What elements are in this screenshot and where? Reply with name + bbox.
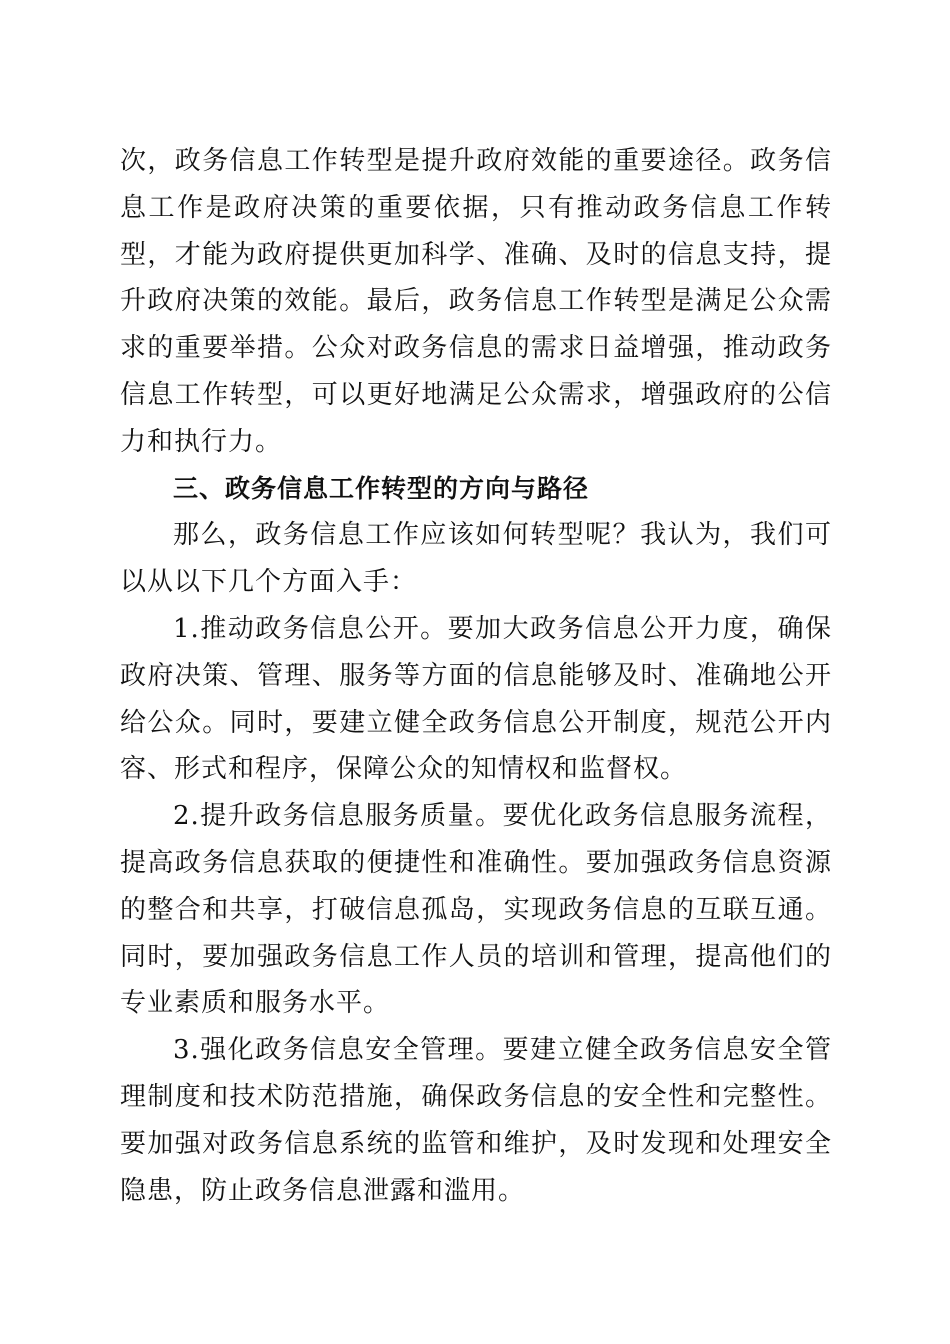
paragraph-continued: 次，政务信息工作转型是提升政府效能的重要途径。政务信息工作是政府决策的重要依据，只有推动政务信息工作转型，才能为政府提供更加科学、准确、及时的信息支持，提升政府决策的效能。最后，政务信息工作转型是满足公众需求的重要举措。公众对政务信息的需求日益增强，推动政务信息工作转型，可以更好地满足公众需求，增强政府的公信力和执行力。	[120, 146, 832, 457]
paragraph-intro: 那么，政务信息工作应该如何转型呢？我认为，我们可以从以下几个方面入手：	[120, 520, 832, 598]
list-item-1: 1.推动政务信息公开。要加大政务信息公开力度，确保政府决策、管理、服务等方面的信息能够及时、准确地公开给公众。同时，要建立健全政务信息公开制度，规范公开内容、形式和程序，保障公众的知情权和监督权。	[120, 613, 832, 785]
section-heading: 三、政务信息工作转型的方向与路径	[173, 473, 590, 503]
list-item-2: 2.提升政务信息服务质量。要优化政务信息服务流程，提高政务信息获取的便捷性和准确性。要加强政务信息资源的整合和共享，打破信息孤岛，实现政务信息的互联互通。同时，要加强政务信息工作人员的培训和管理，提高他们的专业素质和服务水平。	[120, 801, 832, 1019]
list-item-3: 3.强化政务信息安全管理。要建立健全政务信息安全管理制度和技术防范措施，确保政务信息的安全性和完整性。要加强对政务信息系统的监管和维护，及时发现和处理安全隐患，防止政务信息泄露和滥用。	[120, 1035, 832, 1206]
body-text	[120, 138, 832, 1214]
